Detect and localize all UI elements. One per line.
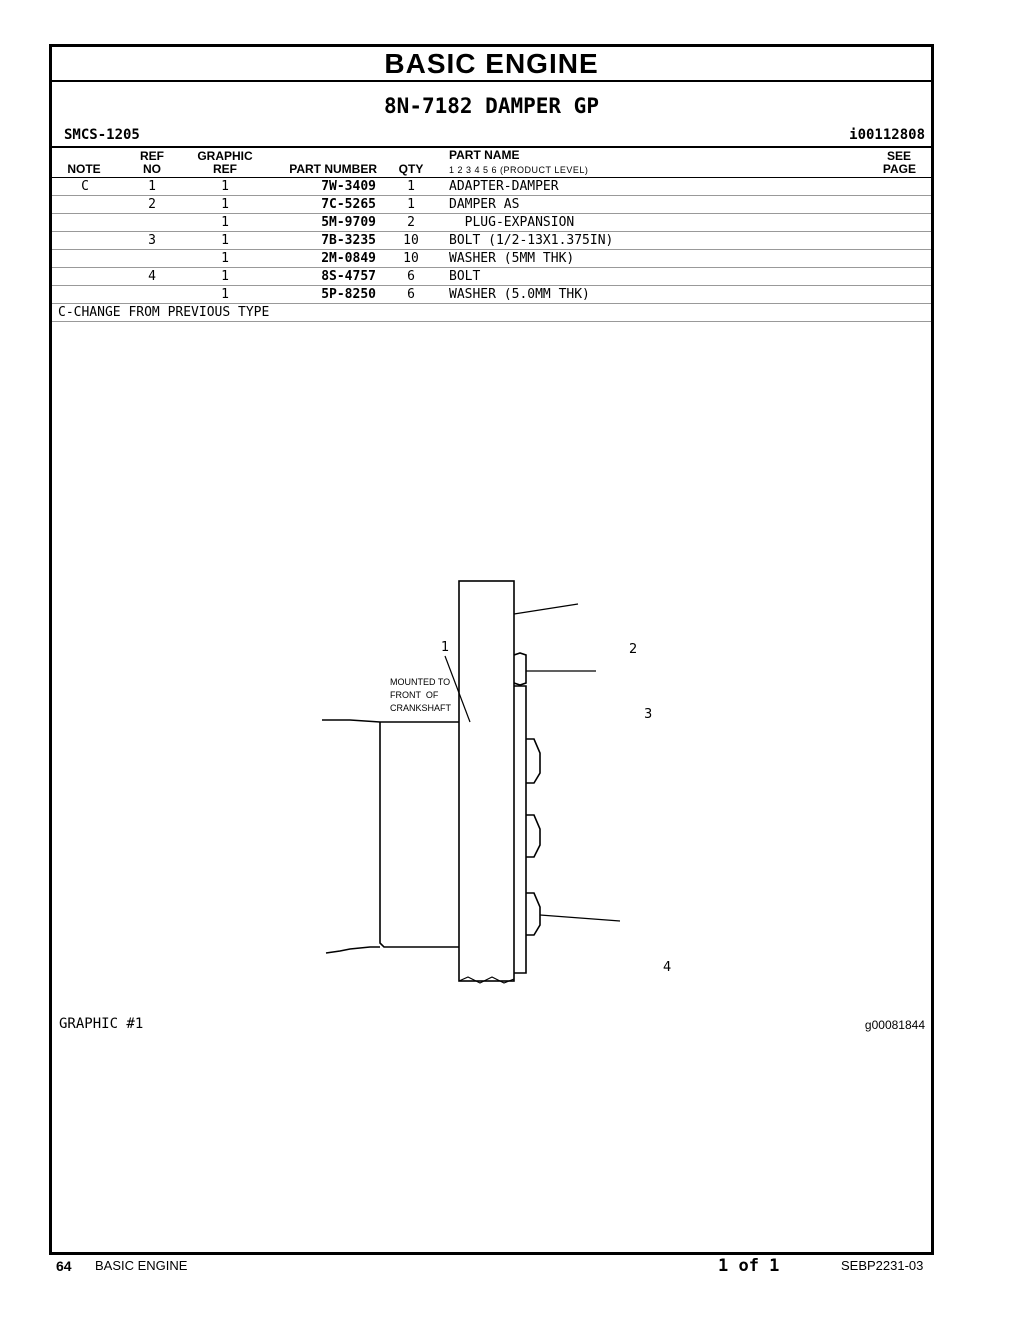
- cell-part-name: DAMPER AS: [449, 197, 520, 212]
- header-part-number: PART NUMBER: [289, 162, 377, 176]
- cell-graphic: 1: [221, 215, 229, 230]
- callout-3: 3: [644, 707, 653, 722]
- header-graphic-bottom: REF: [213, 162, 237, 176]
- bolt-head-upper: [526, 739, 540, 783]
- leader-2: [514, 604, 578, 614]
- plate-break: [459, 977, 514, 983]
- annotation-line-3: CRANKSHAFT: [390, 703, 452, 713]
- cell-graphic: 1: [221, 197, 229, 212]
- header-graphic-top: GRAPHIC: [197, 149, 253, 163]
- callout-4: 4: [663, 960, 672, 975]
- cell-part-number: 8S-4757: [321, 269, 376, 284]
- cell-part-number: 5P-8250: [321, 287, 376, 302]
- cell-part-name: WASHER (5.0MM THK): [449, 287, 590, 302]
- table-row: [52, 286, 931, 304]
- note-row: [52, 304, 931, 322]
- callout-2: 2: [629, 642, 638, 657]
- header-ref-top: REF: [140, 149, 164, 163]
- crankshaft-top-edge: [322, 720, 459, 722]
- footer-page-number: 64: [56, 1258, 72, 1274]
- header-qty: QTY: [398, 162, 424, 176]
- table-row: [52, 232, 931, 250]
- header-see-bottom: PAGE: [882, 162, 916, 176]
- cell-part-number: 5M-9709: [321, 215, 376, 230]
- cell-part-name: WASHER (5MM THK): [449, 251, 575, 266]
- cell-part-name: PLUG-EXPANSION: [449, 215, 575, 230]
- table-row: [52, 178, 931, 196]
- table-row: [52, 268, 931, 286]
- header-part-name: PART NAME: [449, 148, 520, 162]
- cell-graphic: 1: [221, 287, 229, 302]
- cell-graphic: 1: [221, 179, 229, 194]
- cell-qty: 1: [407, 197, 415, 212]
- graphic-label: GRAPHIC #1: [59, 1016, 144, 1032]
- footer-page-count: 1 of 1: [718, 1256, 780, 1276]
- cell-part-name: BOLT: [449, 269, 481, 284]
- damper-hub: [514, 686, 526, 973]
- cell-part-number: 7C-5265: [321, 197, 376, 212]
- change-note: C-CHANGE FROM PREVIOUS TYPE: [58, 305, 270, 320]
- cell-qty: 2: [407, 215, 415, 230]
- header-product-levels: 1 2 3 4 5 6 (PRODUCT LEVEL): [449, 165, 589, 175]
- cell-part-number: 7W-3409: [321, 179, 376, 194]
- footer-doc-number: SEBP2231-03: [841, 1258, 924, 1273]
- cell-ref: 3: [148, 233, 156, 248]
- cell-qty: 1: [407, 179, 415, 194]
- doc-id: i00112808: [849, 127, 925, 143]
- header-see-top: SEE: [886, 149, 911, 163]
- table-row: [52, 250, 931, 268]
- cell-qty: 6: [407, 287, 415, 302]
- smcs-code: SMCS-1205: [64, 127, 140, 143]
- graphic-id: g00081844: [864, 1018, 925, 1032]
- cell-part-name: ADAPTER-DAMPER: [449, 179, 559, 194]
- page-frame: [49, 44, 934, 1255]
- header-ref-bottom: NO: [143, 162, 161, 176]
- cell-qty: 10: [403, 251, 419, 266]
- adapter-body: [380, 722, 459, 947]
- cell-part-number: 7B-3235: [321, 233, 376, 248]
- cell-graphic: 1: [221, 251, 229, 266]
- leader-4: [540, 915, 620, 921]
- meta-line: [52, 124, 931, 146]
- crankshaft-bottom-edge: [326, 947, 380, 953]
- cell-part-name: BOLT (1/2-13X1.375IN): [449, 233, 614, 248]
- bolt-head-top: [514, 653, 526, 685]
- annotation-line-1: MOUNTED TO: [390, 677, 451, 687]
- table-row: [52, 196, 931, 214]
- table-header: [52, 146, 931, 178]
- cell-part-number: 2M-0849: [321, 251, 376, 266]
- section-title: BASIC ENGINE: [52, 47, 931, 82]
- cell-ref: 4: [148, 269, 156, 284]
- cell-qty: 10: [403, 233, 419, 248]
- header-note: NOTE: [67, 162, 101, 176]
- damper-drawing: [320, 577, 680, 997]
- group-title: 8N-7182 DAMPER GP: [384, 94, 599, 118]
- cell-ref: 1: [148, 179, 156, 194]
- cell-graphic: 1: [221, 269, 229, 284]
- table-row: [52, 214, 931, 232]
- bolt-head-lower: [526, 893, 540, 935]
- damper-plate: [459, 581, 514, 981]
- cell-note: C: [81, 179, 89, 194]
- cell-qty: 6: [407, 269, 415, 284]
- callout-1: 1: [441, 640, 450, 655]
- annotation-line-2: FRONT OF: [390, 690, 439, 700]
- footer-section: BASIC ENGINE: [95, 1258, 188, 1273]
- bolt-head-middle: [526, 815, 540, 857]
- cell-ref: 2: [148, 197, 156, 212]
- cell-graphic: 1: [221, 233, 229, 248]
